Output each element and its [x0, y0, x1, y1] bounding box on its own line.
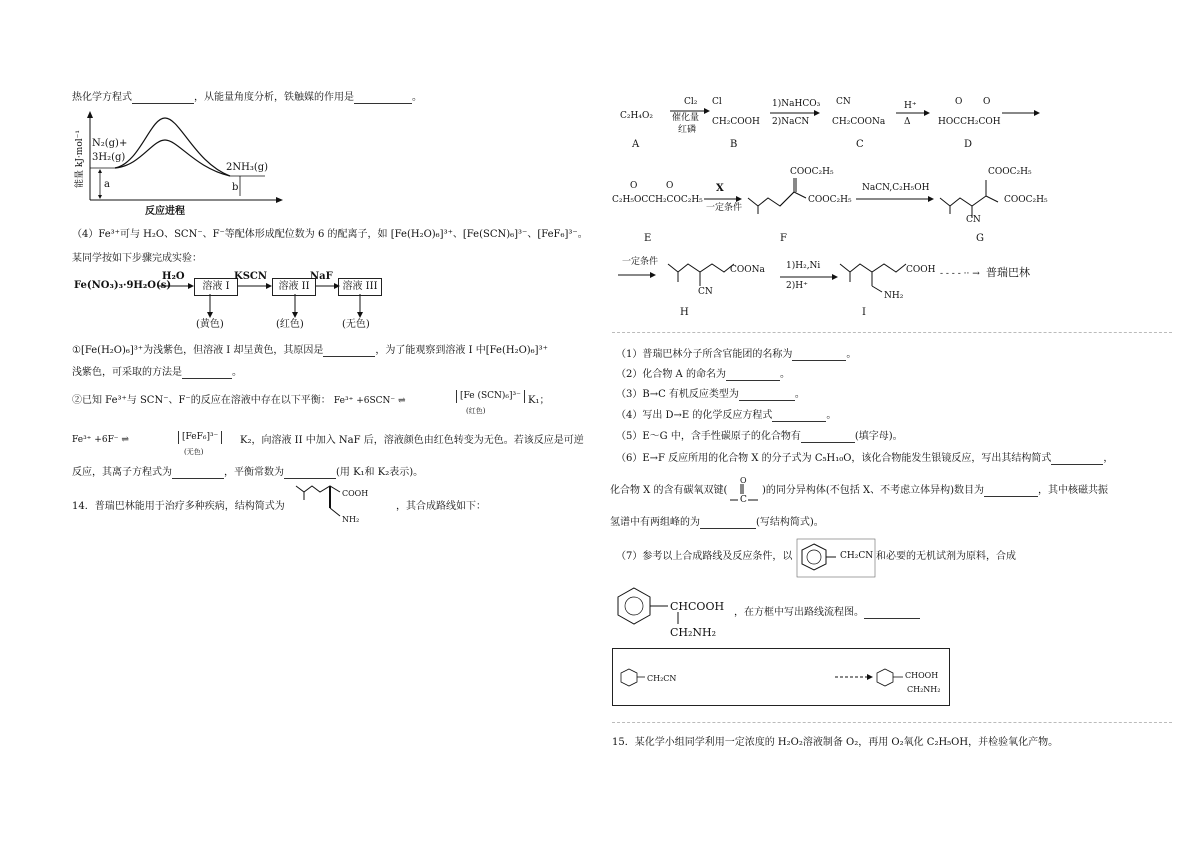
question-6-line2b — [762, 484, 1108, 497]
q1-end: 。 — [846, 349, 857, 360]
cond-bc-1: 1)NaHCO₃ — [772, 99, 821, 109]
reactants-label: N₂(g)+ — [92, 138, 128, 149]
arrow-gh — [618, 270, 658, 280]
label-b: B — [730, 139, 738, 150]
sub1-end: 。 — [232, 367, 242, 378]
q13-sub1-line2 — [72, 366, 242, 379]
label-i: I — [862, 307, 866, 318]
question-7-b: 和必要的无机试剂为原料，合成 — [876, 551, 1016, 562]
answer-blank[interactable] — [772, 411, 826, 422]
flow-start: Fe(NO₃)₃·9H₂O(s) — [74, 280, 172, 291]
arrow-bc — [770, 108, 820, 118]
arrow-d-next — [1002, 108, 1042, 118]
color-red: (红色) — [276, 319, 304, 330]
complex-scn-note: (红色) — [466, 407, 486, 415]
compound-e: C₂H₅OCCH₂COC₂H₅ — [612, 195, 703, 205]
dotted-arrow: - - - - ·· → — [940, 269, 980, 279]
answer-blank[interactable] — [323, 346, 375, 357]
pregabalin-nh2: NH₂ — [342, 515, 360, 524]
question-7: （7）参考以上合成路线及反应条件，以 — [616, 551, 793, 562]
compound-g-right: COOC₂H₅ — [1004, 195, 1048, 205]
answer-blank[interactable] — [284, 468, 336, 479]
q13-sub2-line3 — [72, 466, 423, 479]
complex-scn: [Fe (SCN)₆]³⁻ — [456, 390, 525, 403]
compound-g-cn: CN — [966, 215, 981, 225]
q6-text: （6）E→F 反应所用的化合物 X 的分子式为 C₅H₁₀O，该化合物能发生银镜反应，写出其结构简式 — [616, 453, 1052, 464]
answer-blank[interactable] — [739, 390, 795, 401]
q7-product-cooh: CHCOOH — [670, 600, 725, 613]
compound-e-o1: O — [630, 181, 638, 191]
compound-i-right: COOH — [906, 265, 936, 275]
sub1-text: 为浅紫色，但溶液 I 却呈黄色，其原因是 — [143, 345, 324, 356]
cond-ab-bot: 红磷 — [678, 125, 697, 135]
q3-end: 。 — [794, 389, 805, 400]
cond-bc-2: 2)NaCN — [772, 117, 810, 127]
arrow-fg — [856, 194, 936, 204]
color-yellow: (黄色) — [196, 319, 224, 330]
q3-text: （3）B→C 有机反应类型为 — [616, 389, 739, 400]
compound-d-o1: O — [955, 97, 963, 107]
equilibrium-2: Fe³⁺ +6F⁻ ⇌ — [72, 435, 129, 445]
question-6-line2 — [610, 484, 727, 497]
reactants-label-2: 3H₂(g) — [92, 152, 126, 163]
compound-d: HOCCH₂COH — [938, 117, 1001, 127]
cond-ab-top: Cl₂ — [684, 97, 698, 107]
answer-blank[interactable] — [172, 468, 224, 479]
flow-step-h2o: H₂O — [162, 271, 185, 282]
color-none: (无色) — [342, 319, 370, 330]
solution-2-box: 溶液 II — [272, 278, 316, 296]
compound-f-top: COOC₂H₅ — [790, 167, 834, 177]
thermo-line — [72, 91, 422, 104]
arrow-ef — [704, 194, 744, 204]
answer-blank[interactable] — [132, 93, 194, 104]
arrow-cd — [896, 108, 930, 118]
sub2-text: ②已知 Fe³⁺与 SCN⁻、F⁻的反应在溶液中存在以下平衡： — [72, 395, 331, 406]
ion-fe-scn: [Fe(SCN)₆]³⁻ — [462, 229, 528, 240]
circle-1: ① — [72, 345, 81, 356]
label-f: F — [780, 233, 787, 244]
compound-h-cn: CN — [698, 287, 713, 297]
carbonyl-o: O — [740, 476, 747, 485]
q5-end: (填字母)。 — [854, 431, 903, 442]
q7-product-nh2: CH₂NH₂ — [670, 626, 717, 639]
flow-step-kscn: KSCN — [234, 271, 268, 282]
q6-text-2: 化合物 X 的含有碳氧双键( — [610, 485, 728, 496]
q4-text: （4）写出 D→E 的化学反应方程式 — [616, 410, 773, 421]
cond-ef-bot: 一定条件 — [706, 203, 743, 213]
answer-blank[interactable] — [792, 350, 846, 361]
q2-text: （2）化合物 A 的命名为 — [616, 369, 726, 380]
answer-blank[interactable] — [1051, 454, 1103, 465]
cond-hi-2: 2)H⁺ — [786, 281, 808, 291]
label-c: C — [856, 139, 864, 150]
flow-step-naf: NaF — [310, 271, 333, 282]
answer-blank[interactable] — [354, 93, 412, 104]
x-axis-label: 反应进程 — [145, 206, 185, 217]
q6-text-5: 氢谱中有两组峰的为 — [610, 517, 700, 528]
sub2-end: (用 K₁和 K₂表示)。 — [336, 467, 424, 478]
q6-text-4: ，其中核磁共振 — [1038, 485, 1109, 496]
ion-fef6: [FeF₆]³⁻ — [537, 229, 578, 240]
q4-end: 。 — [826, 410, 837, 421]
b-label: b — [232, 182, 239, 193]
question-1 — [616, 348, 856, 361]
complex-f: [FeF₆]³⁻ — [178, 431, 222, 444]
compound-g-top: COOC₂H₅ — [988, 167, 1032, 177]
q6-text-3: )的同分异构体(不包括 X、不考虑立体异构)数目为 — [762, 485, 985, 496]
solution-3-box: 溶液 III — [338, 278, 382, 296]
thermo-end-text: 。 — [412, 92, 422, 103]
question-2 — [616, 368, 790, 381]
sub1-text-3: 浅紫色，可采取的方法是 — [72, 367, 182, 378]
cond-ab-mid: 催化量 — [672, 113, 700, 123]
y-axis-label: 能量 kJ·mol⁻¹ — [75, 130, 85, 188]
energy-diagram — [70, 108, 300, 218]
compound-c: CH₂COONa — [832, 117, 886, 127]
question-15: 15．某化学小组同学利用一定浓度的 H₂O₂溶液制备 O₂，再用 O₂氧化 C₂H₅OH，并检验氧化产物。 — [612, 737, 1059, 748]
compound-a: C₂H₄O₂ — [620, 111, 653, 121]
complex-f-note: (无色) — [184, 448, 204, 456]
compound-d-o2: O — [983, 97, 991, 107]
question-6 — [616, 452, 1113, 465]
q4-line2: 某同学按如下步骤完成实验： — [72, 253, 202, 264]
answer-blank[interactable] — [864, 608, 920, 619]
answer-blank[interactable] — [700, 518, 756, 529]
pregabalin-structure — [292, 482, 382, 528]
target-pregabalin: 普瑞巴林 — [986, 266, 1030, 279]
question-7-c — [734, 606, 920, 619]
q13-sub1 — [72, 344, 548, 357]
pregabalin-cooh: COOH — [342, 489, 369, 498]
equilibrium-1: Fe³⁺ +6SCN⁻ ⇌ — [333, 396, 406, 406]
label-e: E — [644, 233, 652, 244]
arrow-ab — [670, 106, 710, 116]
question-6-line3 — [610, 516, 824, 529]
cond-fg: NaCN,C₂H₅OH — [862, 183, 930, 193]
label-a: A — [632, 139, 640, 150]
answer-box[interactable] — [612, 648, 950, 706]
products-label: 2NH₃(g) — [226, 162, 269, 173]
compound-b: CH₂COOH — [712, 117, 760, 127]
label-g: G — [976, 233, 984, 244]
cond-hi-1: 1)H₂,Ni — [786, 261, 821, 271]
q13-sub2 — [72, 394, 406, 408]
answer-blank[interactable] — [726, 370, 780, 381]
answer-blank[interactable] — [984, 486, 1038, 497]
question-3 — [616, 388, 805, 401]
q6-end: (写结构简式)。 — [756, 517, 824, 528]
q1-text: （1）普瑞巴林分子所含官能团的名称为 — [616, 349, 793, 360]
compound-h-right: COONa — [730, 265, 765, 275]
cond-ef-x: X — [716, 183, 724, 194]
ion-fe-h2o: [Fe(H₂O)₆]³⁺ — [390, 229, 453, 240]
label-h: H — [680, 307, 689, 318]
q5-text: （5）E～G 中，含手性碳原子的化合物有 — [616, 431, 801, 442]
q4-intro: （4）Fe³⁺可与 H₂O、SCN⁻、F⁻等配体形成配位数为 6 的配离子，如 [Fe(H₂O)₆]³⁺、[Fe(SCN)₆]³⁻、[FeF₆]³⁻。 — [72, 229, 588, 240]
q4-text: （4）Fe³⁺可与 H₂O、SCN⁻、F⁻等配体形成配位数为 6 的配离子，如 — [72, 229, 388, 240]
solution-1-box: 溶液 I — [194, 278, 238, 296]
separator — [612, 722, 1172, 723]
compound-i-nh2: NH₂ — [884, 291, 904, 301]
sub2-text-4: ，平衡常数为 — [224, 467, 284, 478]
k1-label: K₁； — [528, 395, 550, 406]
sub2-text-3: 反应，其离子方程式为 — [72, 467, 172, 478]
thermo-mid-text: ，从能量角度分析，铁触媒的作用是 — [194, 92, 354, 103]
sub1-text-2: ，为了能观察到溶液 I 中 — [375, 345, 486, 356]
cond-cd-bot: Δ — [904, 117, 911, 127]
box-start-label: CH₂CN — [647, 674, 677, 683]
cond-cd-top: H⁺ — [904, 101, 917, 111]
q14-intro-end: ，其合成路线如下： — [396, 501, 486, 512]
compound-f-right: COOC₂H₅ — [808, 195, 852, 205]
q7-reactant-label: CH₂CN — [840, 551, 874, 561]
question-4 — [616, 409, 836, 422]
ion-fe-h2o: [Fe(H₂O)₆]³⁺ — [80, 345, 144, 356]
q14-intro: 14．普瑞巴林能用于治疗多种疾病，结构简式为 — [72, 501, 285, 512]
compound-c-cn: CN — [836, 97, 851, 107]
label-d: D — [964, 139, 973, 150]
q2-end: 。 — [779, 369, 790, 380]
separator — [612, 332, 1172, 333]
answer-blank[interactable] — [801, 432, 855, 443]
carbonyl-bonds — [730, 478, 760, 502]
arrow-hi — [780, 272, 840, 282]
q7-text-c: ，在方框中写出路线流程图。 — [734, 607, 864, 618]
compound-b-cl: Cl — [712, 97, 722, 107]
a-label: a — [104, 179, 110, 190]
carbonyl-c: C — [740, 495, 747, 505]
ion-fe-h2o: [Fe(H₂O)₆]³⁺ — [485, 345, 548, 356]
q6-comma: ， — [1103, 453, 1114, 464]
k2-line: K₂，向溶液 II 中加入 NaF 后，溶液颜色由红色转变为无色。若该反应是可逆 — [240, 435, 584, 446]
compound-e-o2: O — [666, 181, 674, 191]
question-5 — [616, 430, 903, 443]
answer-blank[interactable] — [182, 368, 232, 379]
cond-gh: 一定条件 — [622, 257, 659, 267]
box-end-top: CHOOH — [905, 671, 939, 680]
thermo-text: 热化学方程式 — [72, 92, 132, 103]
box-end-bot: CH₂NH₂ — [907, 685, 941, 694]
